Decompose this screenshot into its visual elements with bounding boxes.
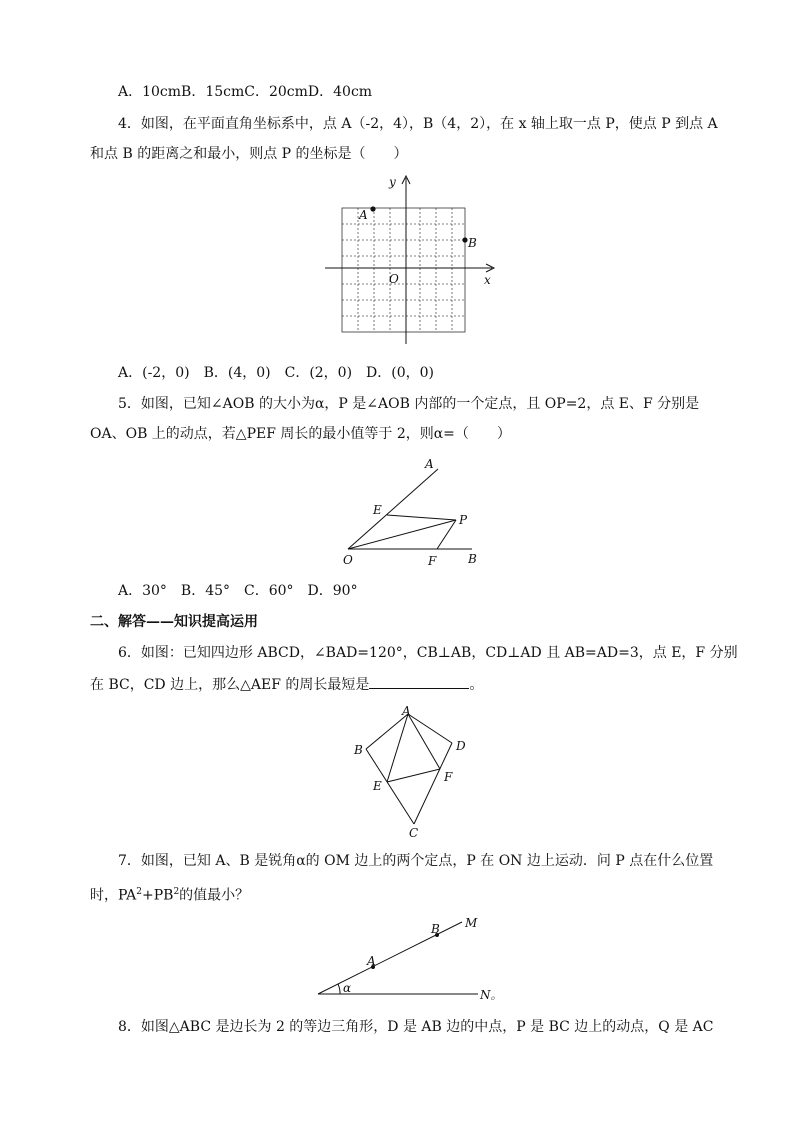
q6-segment-af [408,714,440,769]
q8-text-line1: 8．如图△ABC 是边长为 2 的等边三角形，D 是 AB 边的中点，P 是 BC 边上的动点，Q 是 AC [118,1019,714,1035]
q7-text-end: 的值最小？ [179,887,250,904]
q7-exponent-2: 2 [173,887,180,897]
section-heading: 二、解答——知识提高运用 [90,614,258,630]
q6-text-line1: 6．如图：已知四边形 ABCD，∠BAD=120°，CB⊥AB，CD⊥AD 且 AB=AD=3，点 E，F 分别 [118,645,738,661]
q6-label-d: D [456,739,466,753]
q7-label-m: M [465,916,478,930]
q4-text-line1: 4．如图，在平面直角坐标系中，点 A（-2，4），B（4，2），在 x 轴上取一点 P，使点 P 到点 A [118,116,718,132]
q6-label-c: C [409,826,419,840]
q4-label-o: O [389,272,399,286]
q7-angle-figure [310,912,510,1004]
q6-label-b: B [354,743,363,757]
q7-label-b: B [431,922,440,936]
q7-exponent-1: 2 [136,887,142,897]
q5-label-f: F [428,554,437,568]
q6-label-f: F [444,770,453,784]
q4-grid [342,208,465,332]
q6-side-ad [408,714,452,743]
q4-label-x: x [484,273,491,287]
q7-label-n: N。 [480,988,503,1002]
q7-text-line2 [90,882,249,906]
q5-segment-ep [387,515,456,520]
q7-label-alpha: α [343,981,352,995]
q6-side-ab [366,714,408,749]
q4-grid-border [342,208,465,332]
q5-text-line2: OA、OB 上的动点，若△PEF 周长的最小值等于 2，则α=（ ） [90,426,511,442]
q5-label-a: A [425,457,434,471]
q7-label-a: A [367,954,376,968]
q5-label-p: P [459,513,468,527]
q5-options: A．30° B．45° C．60° D．90° [118,583,358,599]
q7-angle-arc [338,984,340,994]
q4-label-y: y [389,175,396,189]
q6-text-line2-start: 在 BC，CD 边上，那么△AEF 的周长最短是 [90,677,370,693]
q6-quadrilateral-figure [350,702,470,840]
q4-label-a: A [359,208,368,222]
q7-ray-om [318,922,462,994]
q6-answer-blank [369,674,469,689]
q7-text-pa: 时，PA [90,887,137,904]
q6-segment-ef [387,769,440,782]
q5-label-b: B [468,552,477,566]
q6-segment-ae [387,714,408,782]
q6-text-line2-end: 。 [469,677,484,693]
q4-point-b [462,237,467,242]
q6-label-e: E [373,779,382,793]
q6-text-line2 [90,674,483,695]
q5-label-e: E [373,503,382,517]
q4-point-a [370,206,375,211]
q6-label-a: A [402,704,411,718]
q3-options: A．10cmB．15cmC．20cmD．40cm [118,84,373,100]
q7-text-pb: +PB [141,887,174,904]
q4-coordinate-figure [320,172,500,352]
q4-options: A．(-2，0) B．(4，0) C．(2，0) D．(0，0) [118,365,435,381]
q5-label-o: O [343,553,353,567]
q5-angle-figure [336,452,486,574]
q4-text-line2: 和点 B 的距离之和最小，则点 P 的坐标是（ ） [90,146,408,162]
q7-text-line1: 7．如图，已知 A、B 是锐角α的 OM 边上的两个定点，P 在 ON 边上运动．问 P 点在什么位置 [118,853,714,869]
q4-label-b: B [468,236,477,250]
q5-text-line1: 5．如图，已知∠AOB 的大小为α，P 是∠AOB 内部的一个定点，且 OP=2，点 E、F 分别是 [118,396,700,412]
